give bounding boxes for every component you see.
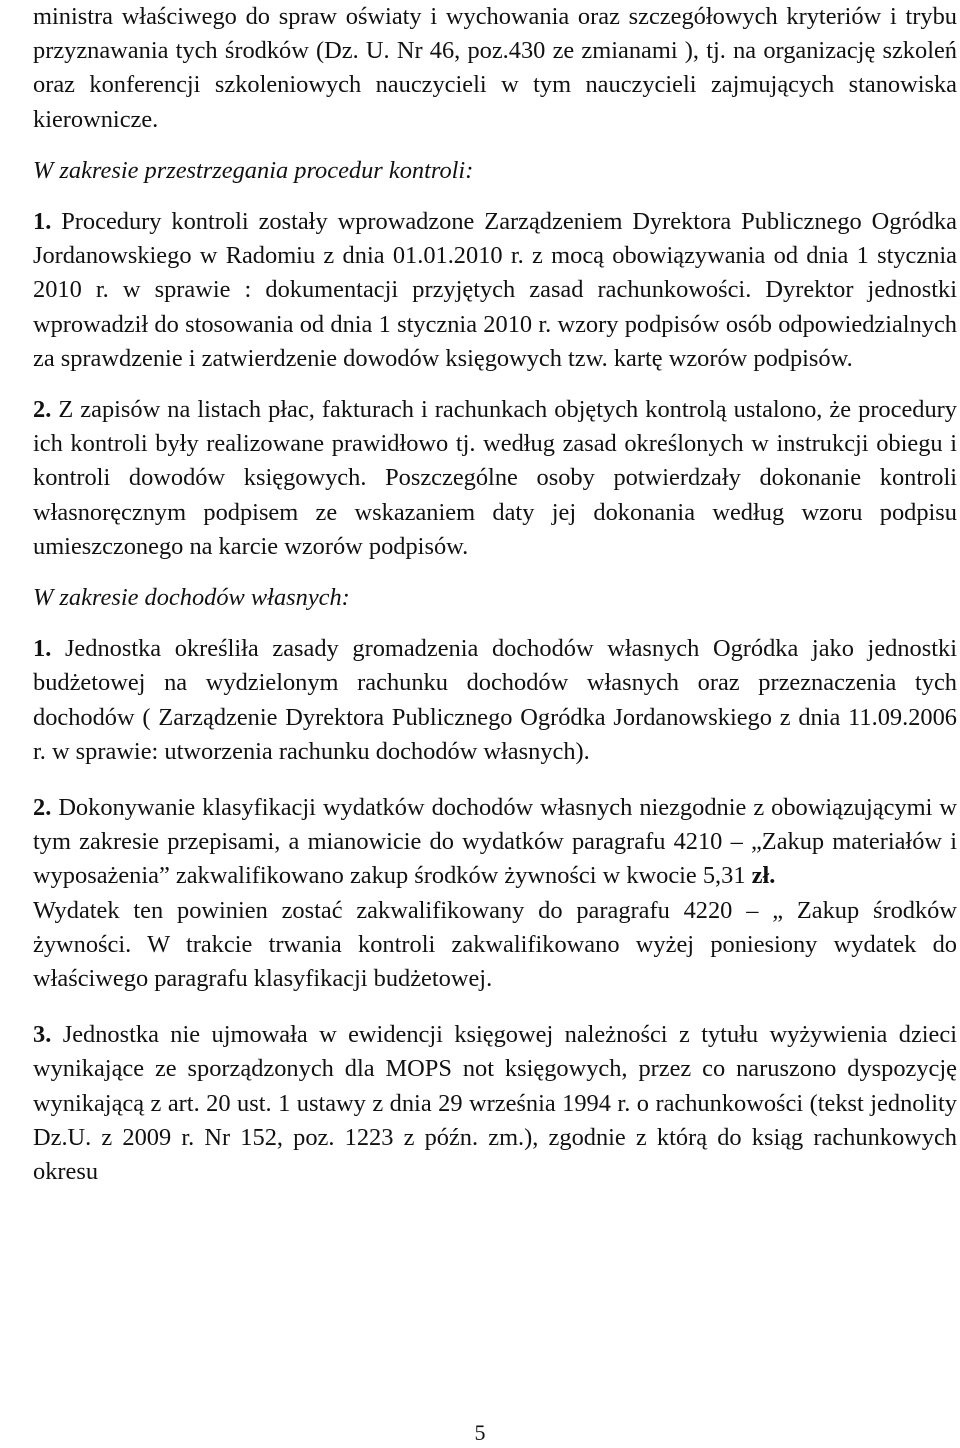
income-point-3 <box>33 1018 957 1189</box>
document-page <box>33 0 957 1189</box>
spacer <box>33 615 957 632</box>
spacer <box>33 769 957 791</box>
point-number: 2. <box>33 396 52 424</box>
point-text: Procedury kontroli zostały wprowadzone Zarządzeniem Dyrektora Publicznego Ogródka Jordanowskiego w Radomiu z dnia 01.01.2010 r. z mocą obowiązywania od dnia 1 stycznia 2010 r. w sprawie : dokumentacji przyjętych zasad rachunkowości. Dyrektor jednostki wprowadził do stosowania od dnia 1 stycznia 2010 r. wzory podpisów osób odpowiedzialnych za sprawdzenie i zatwierdzenie dowodów księgowych tzw. kartę wzorów podpisów. <box>33 208 957 372</box>
point-text: Z zapisów na listach płac, fakturach i rachunkach objętych kontrolą ustalono, że procedury ich kontroli były realizowane prawidłowo tj. według zasad określonych w instrukcji obiegu i kontroli dowodów księgowych. Poszczególne osoby potwierdzały dokonanie kontroli własnoręcznym podpisem ze wskazaniem daty jej dokonania według wzoru podpisu umieszczonego na karcie wzorów podpisów. <box>33 396 957 560</box>
intro-paragraph: ministra właściwego do spraw oświaty i wychowania oraz szczegółowych kryteriów i trybu przyznawania tych środków (Dz. U. Nr 46, poz.430 ze zmianami ), tj. na organizację szkoleń oraz konferencji szkoleniowych nauczycieli w tym nauczycieli zajmujących stanowiska kierownicze. <box>33 3 957 133</box>
spacer <box>33 188 957 205</box>
spacer <box>33 376 957 393</box>
control-point-2 <box>33 393 957 564</box>
income-point-1 <box>33 632 957 769</box>
point-text: Dokonywanie klasyfikacji wydatków dochodów własnych niezgodnie z obowiązującymi w tym zakresie przepisami, a mianowicie do wydatków paragrafu 4210 – „Zakup materiałów i wyposażenia” zakwalifikowano zakup środków żywności w kwocie 5,31 <box>33 794 957 890</box>
income-point-2 <box>33 791 957 894</box>
spacer <box>33 996 957 1018</box>
point-number: 2. <box>33 794 52 822</box>
point-text: Jednostka nie ujmowała w ewidencji księgowej należności z tytułu wyżywienia dzieci wynikające ze sporządzonych dla MOPS not księgowych, przez co naruszono dyspozycję wynikającą z art. 20 ust. 1 ustawy z dnia 29 września 1994 r. o rachunkowości (tekst jednolity Dz.U. z 2009 r. Nr 152, poz. 1223 z późn. zm.), zgodnie z którą do ksiąg rachunkowych okresu <box>33 1021 957 1186</box>
spacer <box>33 564 957 581</box>
point-number: 3. <box>33 1021 52 1049</box>
control-point-1 <box>33 205 957 376</box>
income-point-2-continuation: Wydatek ten powinien zostać zakwalifikowany do paragrafu 4220 – „ Zakup środków żywności. W trakcie trwania kontroli zakwalifikowano wyżej poniesiony wydatek do właściwego paragrafu klasyfikacji budżetowej. <box>33 896 957 993</box>
point-number: 1. <box>33 635 52 663</box>
point-text: Jednostka określiła zasady gromadzenia dochodów własnych Ogródka jako jednostki budżetowej na wydzielonym rachunku dochodów własnych oraz przeznaczenia tych dochodów ( Zarządzenie Dyrektora Publicznego Ogródka Jordanowskiego z dnia 11.09.2006 r. w sprawie: utworzenia rachunku dochodów własnych). <box>33 635 957 765</box>
point-number: 1. <box>33 208 52 236</box>
heading-procedures-control: W zakresie przestrzegania procedur kontroli: <box>33 156 474 184</box>
amount-currency: zł. <box>751 862 776 890</box>
heading-own-income: W zakresie dochodów własnych: <box>33 584 350 612</box>
spacer <box>33 137 957 154</box>
page-number: 5 <box>474 1420 486 1445</box>
